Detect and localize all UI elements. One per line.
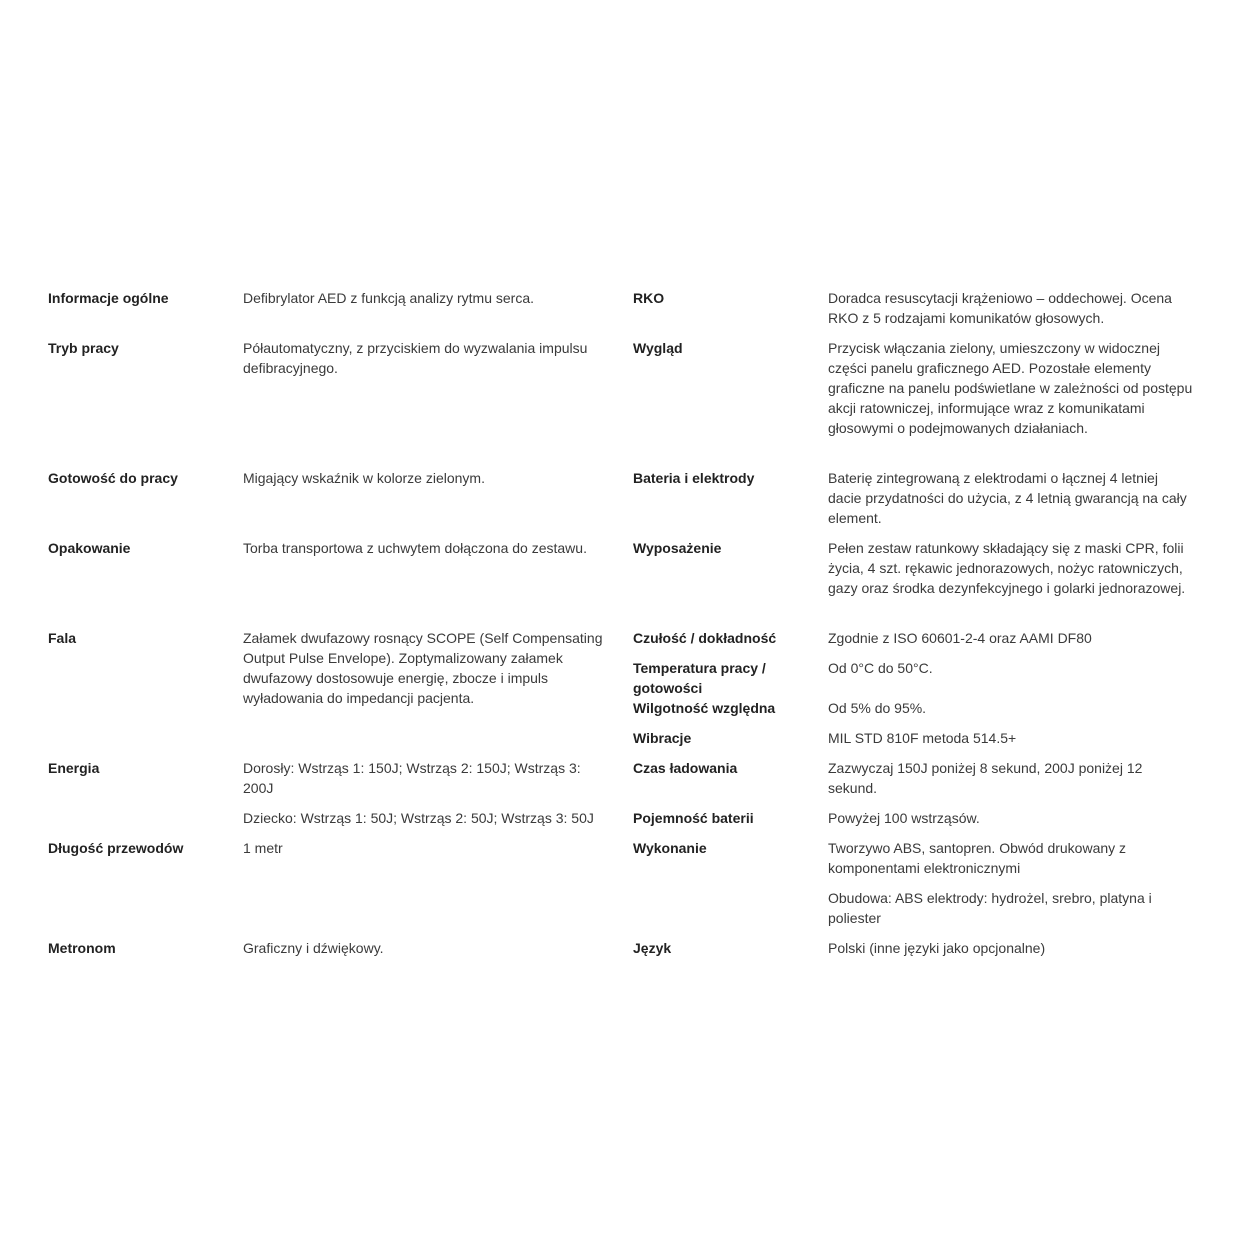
spec-label: RKO — [633, 290, 665, 306]
spec-label: Wilgotność względna — [633, 700, 776, 716]
spec-value: Powyżej 100 wstrząsów. — [828, 810, 980, 826]
spec-value: Od 5% do 95%. — [828, 700, 927, 716]
spec-label: Czas ładowania — [633, 760, 738, 776]
spec-label: Opakowanie — [48, 540, 131, 556]
spec-value: Załamek dwufazowy rosnący SCOPE (Self Compensating Output Pulse Envelope). Zoptymalizowany załamek dwufazowy dostosowuje energię, zbocze i impuls wyładowania do impedancji pacjenta. — [243, 630, 603, 706]
spec-value: Migający wskaźnik w kolorze zielonym. — [243, 470, 485, 486]
spec-value: Defibrylator AED z funkcją analizy rytmu serca. — [243, 290, 534, 306]
spec-value: Polski (inne języki jako opcjonalne) — [828, 940, 1046, 956]
spec-label: Wygląd — [633, 340, 683, 356]
spec-label: Wyposażenie — [633, 540, 722, 556]
spec-value: Pełen zestaw ratunkowy składający się z maski CPR, folii życia, 4 szt. rękawic jednorazowych, nożyc ratowniczych, gazy oraz środka dezynfekcyjnego i golarki jednorazowej. — [828, 540, 1186, 596]
spec-label: Tryb pracy — [48, 340, 119, 356]
spec-label: Wibracje — [633, 730, 692, 746]
spec-label: Czułość / dokładność — [633, 630, 777, 646]
spec-value: Zazwyczaj 150J poniżej 8 sekund, 200J poniżej 12 sekund. — [828, 760, 1143, 796]
spec-label: Bateria i elektrody — [633, 470, 755, 486]
spec-label: Wykonanie — [633, 840, 707, 856]
spec-value: Graficzny i dźwiękowy. — [243, 940, 384, 956]
spec-value: MIL STD 810F metoda 514.5+ — [828, 730, 1017, 746]
spec-value: Przycisk włączania zielony, umieszczony w widocznej części panelu graficznego AED. Pozostałe elementy graficzne na panelu podświetlane w zależności od postępu akcji ratowniczej, informujące wraz z komunikatami głosowymi o podejmowanych działaniach. — [828, 340, 1193, 436]
spec-value: Od 0°C do 50°C. — [828, 660, 933, 676]
spec-label: Energia — [48, 760, 100, 776]
spec-value: Tworzywo ABS, santopren. Obwód drukowany z komponentami elektronicznymi Obudowa: ABS elektrody: hydrożel, srebro, platyna i poliester — [828, 840, 1152, 926]
spec-label: Temperatura pracy / gotowości — [633, 660, 766, 696]
spec-value: 1 metr — [243, 840, 283, 856]
spec-label: Informacje ogólne — [48, 290, 169, 306]
spec-value: Dorosły: Wstrząs 1: 150J; Wstrząs 2: 150J; Wstrząs 3: 200J Dziecko: Wstrząs 1: 50J; Wstrząs 2: 50J; Wstrząs 3: 50J — [243, 760, 594, 826]
spec-value: Zgodnie z ISO 60601-2-4 oraz AAMI DF80 — [828, 630, 1092, 646]
spec-value: Doradca resuscytacji krążeniowo – oddechowej. Ocena RKO z 5 rodzajami komunikatów głosowych. — [828, 290, 1172, 326]
spec-value: Torba transportowa z uchwytem dołączona do zestawu. — [243, 540, 587, 556]
spec-label: Długość przewodów — [48, 840, 184, 856]
spec-label: Metronom — [48, 940, 116, 956]
spec-value: Półautomatyczny, z przyciskiem do wyzwalania impulsu defibracyjnego. — [243, 340, 588, 376]
spec-value: Baterię zintegrowaną z elektrodami o łącznej 4 letniej dacie przydatności do użycia, z 4 letnią gwarancją na cały element. — [828, 470, 1187, 526]
spec-label: Fala — [48, 630, 77, 646]
spec-label: Gotowość do pracy — [48, 470, 178, 486]
spec-label: Język — [633, 940, 672, 956]
spec-label: Pojemność baterii — [633, 810, 754, 826]
